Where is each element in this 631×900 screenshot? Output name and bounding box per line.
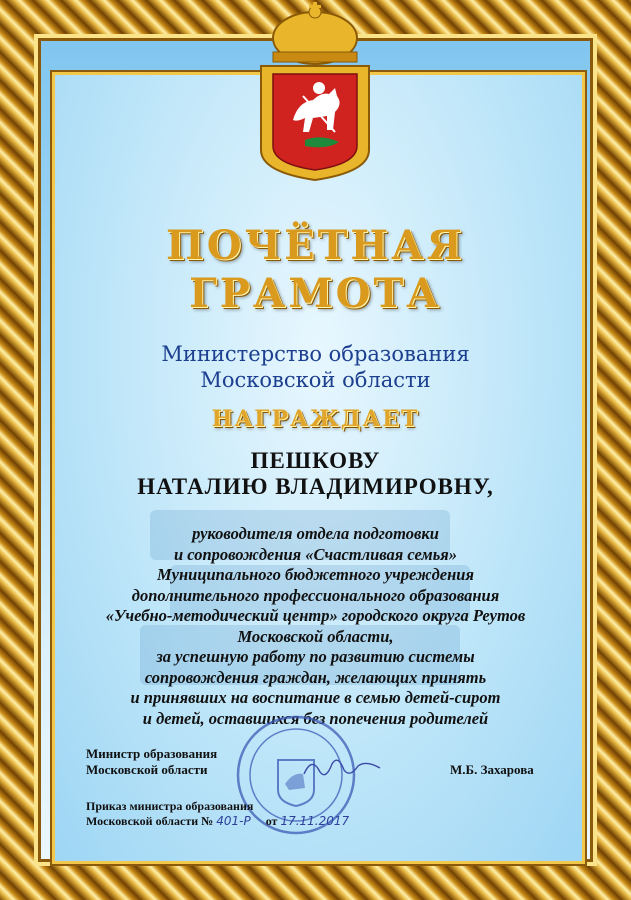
order-line2-prefix: Московской области № [86, 814, 214, 828]
award-reason-line: дополнительного профессионального образования [131, 585, 500, 605]
award-reason-line: и принявших на воспитание в семью детей-сирот [130, 688, 501, 707]
award-reason-line: «Учебно-методический центр» городского округа Реутов [105, 606, 526, 625]
signatory-title-line2: Московской области [86, 762, 208, 777]
moscow-oblast-coat-of-arms-icon [243, 0, 388, 182]
certificate-title-line1: ПОЧЁТНАЯ [165, 222, 466, 269]
certificate-title-line2: ГРАМОТА [189, 270, 442, 317]
award-reason-line: Муниципального бюджетного учреждения [157, 565, 474, 584]
ministry-name-line2: Московской области [200, 368, 431, 392]
signatory-title-line1: Министр образования [86, 746, 218, 761]
recipient-given-names: НАТАЛИЮ ВЛАДИМИРОВНУ, [137, 474, 494, 499]
award-reason-line: сопровождения граждан, желающих принять [144, 667, 487, 687]
award-reason-line: за успешную работу по развитию системы [156, 647, 475, 666]
handwritten-signature [300, 752, 385, 782]
recipient-surname: ПЕШКОВУ [250, 448, 381, 473]
ministry-name-line1: Министерство образования [161, 342, 470, 366]
award-reason-line: и детей, оставшихся без попечения родителей [142, 708, 489, 728]
award-reason [60, 524, 571, 729]
signatory-name: М.Б. Захарова [450, 762, 534, 777]
signatory-title [86, 746, 217, 778]
order-line1: Приказ министра образования [86, 799, 254, 813]
order-reference [86, 799, 349, 829]
order-date-prefix: от [265, 814, 278, 828]
award-reason-line: руководителя отдела подготовки [192, 524, 439, 543]
award-reason-line: Московской области, [237, 626, 394, 646]
order-date: 17.11.2017 [280, 814, 350, 828]
awards-heading: НАГРАЖДАЕТ [211, 406, 420, 432]
award-reason-line: и сопровождения «Счастливая семья» [173, 544, 458, 564]
order-line2 [86, 814, 349, 829]
order-number: 401-Р [216, 814, 251, 828]
